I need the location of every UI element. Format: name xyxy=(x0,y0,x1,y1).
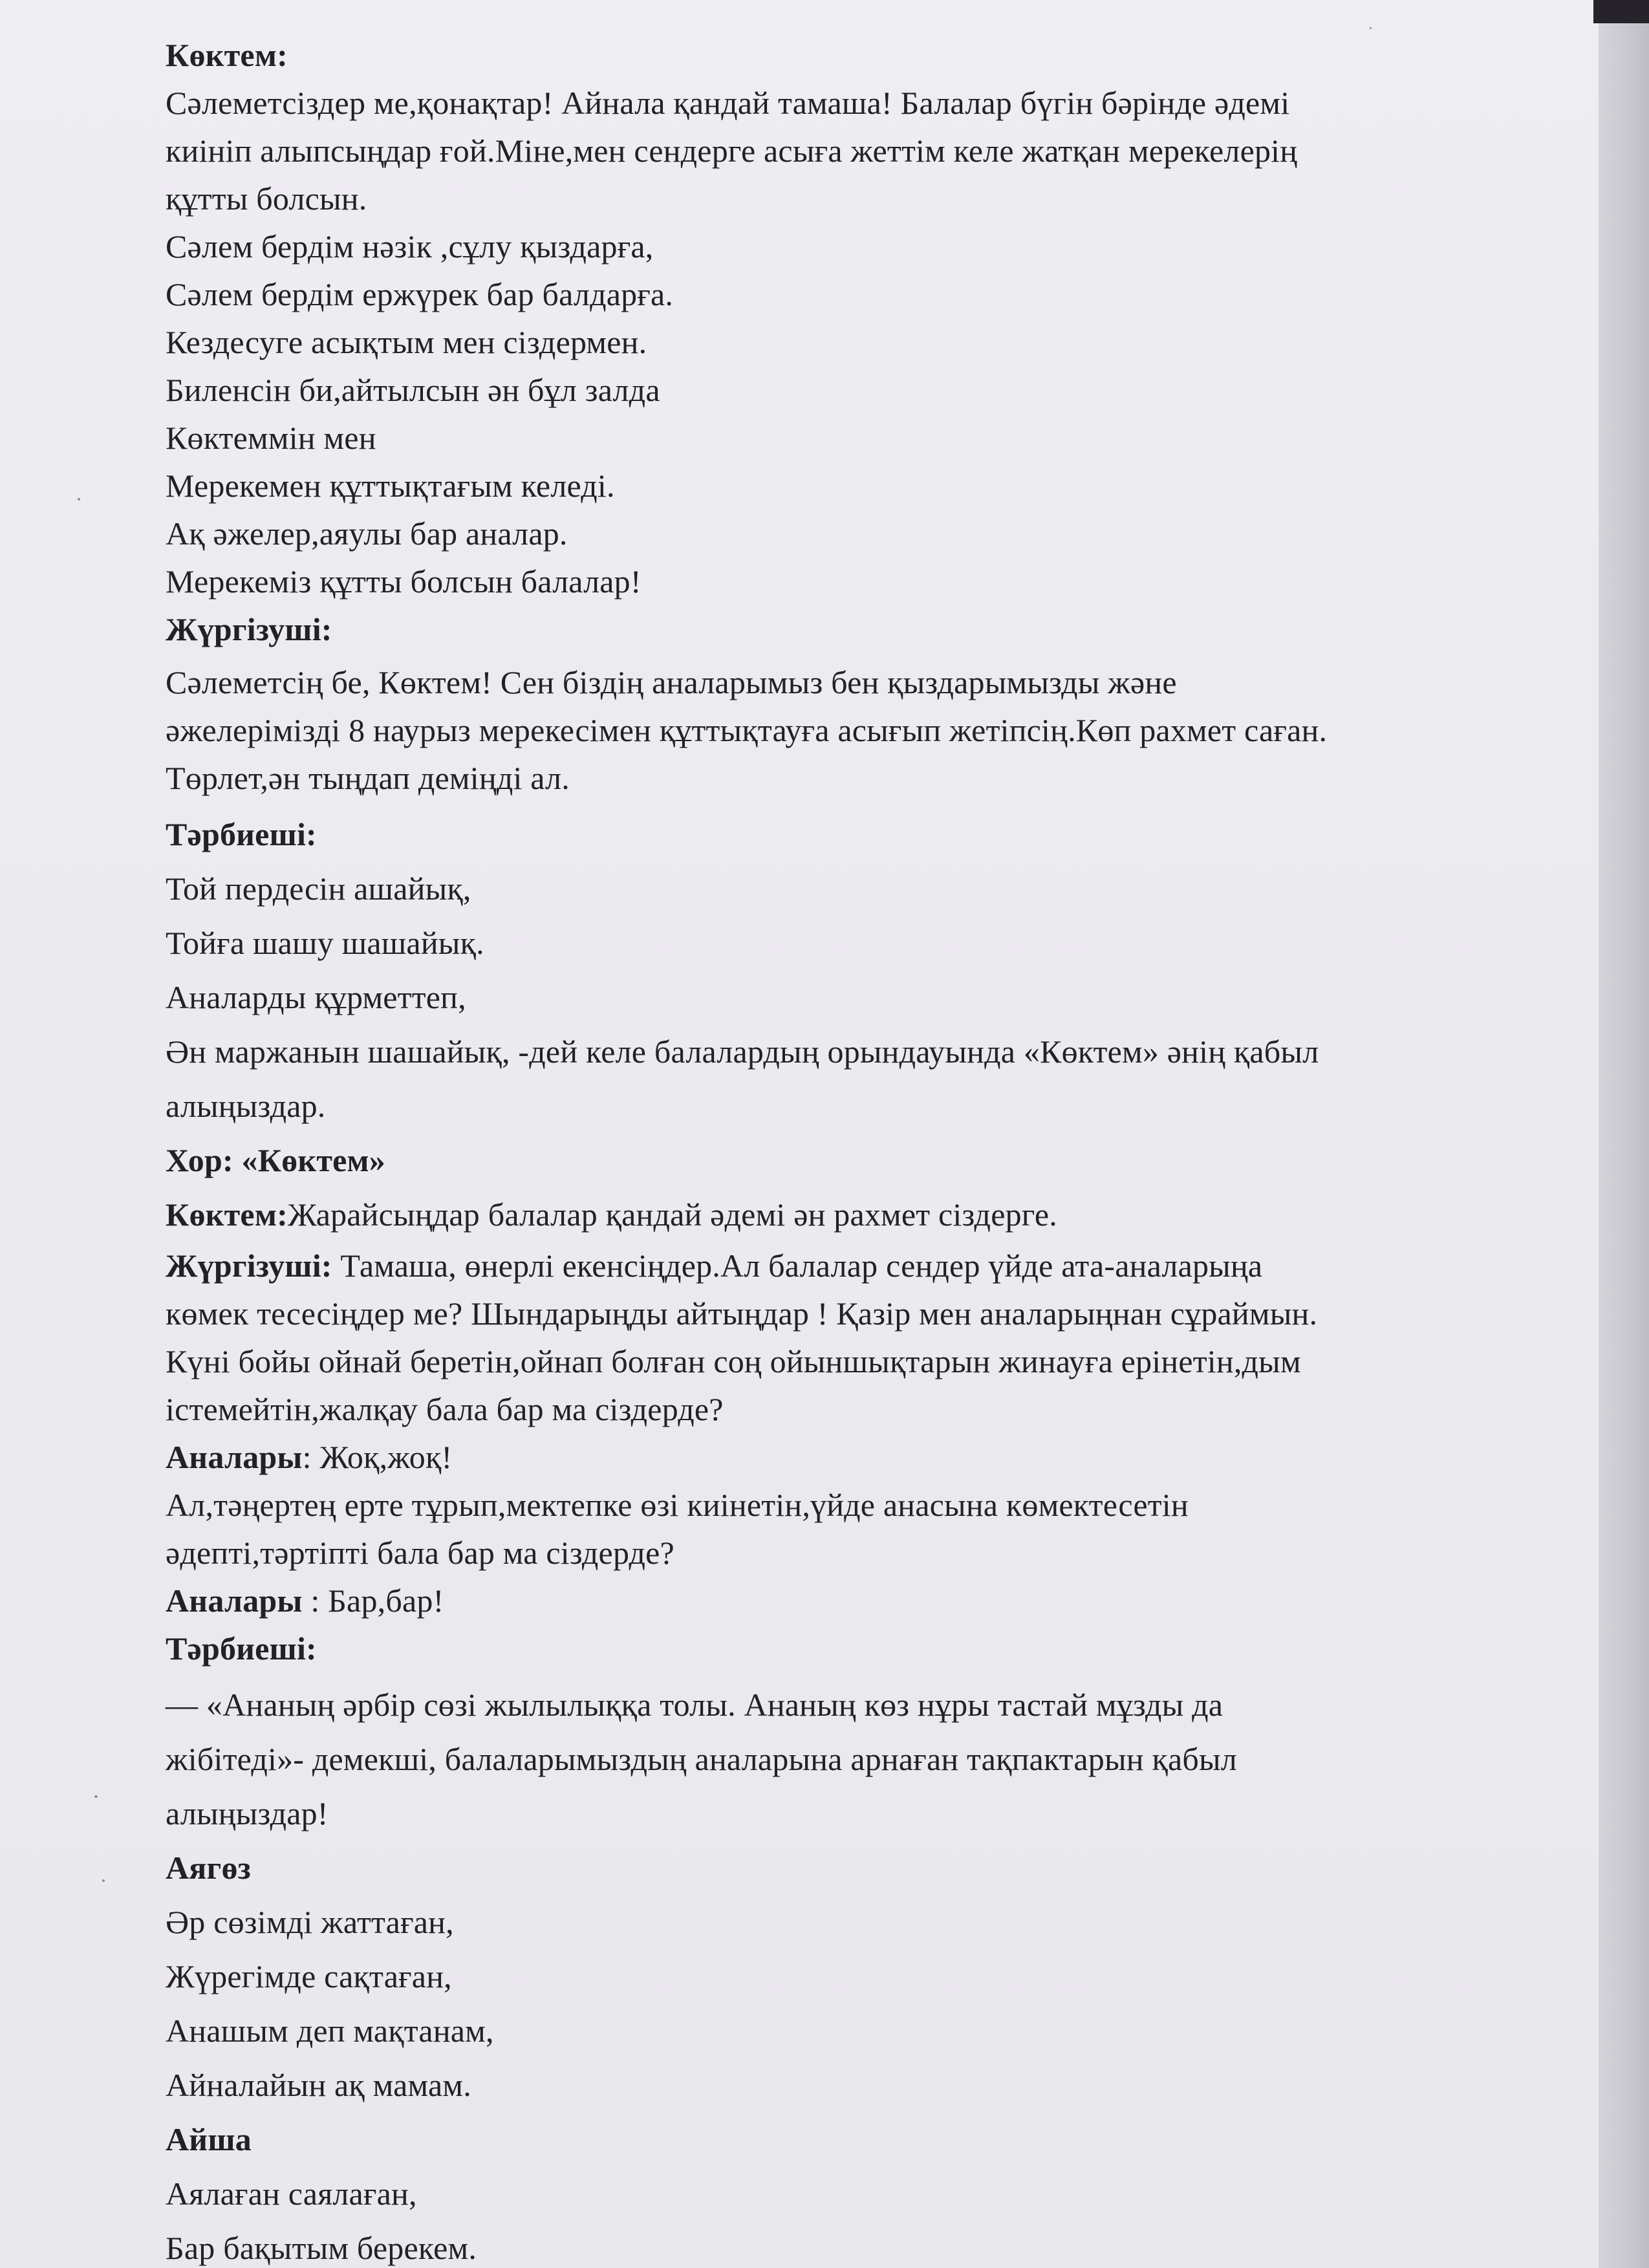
text-line: Той пердесін ашайық, xyxy=(166,870,471,907)
text-line: Төрлет,ән тыңдап деміңді ал. xyxy=(166,760,570,796)
text-line: әжелерімізді 8 наурыз мерекесімен құттықтауға асығып жетіпсің.Көп рахмет саған. xyxy=(166,712,1328,748)
speaker-label: Тәрбиеші: xyxy=(166,1630,317,1667)
text-line: құтты болсын. xyxy=(166,180,367,217)
text-line: Анашым деп мақтанам, xyxy=(166,2013,494,2049)
text-line: Ал,тәңертең ерте тұрып,мектепке өзі киінетін,үйде анасына көмектесетін xyxy=(166,1487,1189,1523)
text-line: Мерекемен құттықтағым келеді. xyxy=(166,468,615,504)
text-line: Бар бақытым берекем. xyxy=(166,2230,477,2266)
text-line: Жүргізуші: Тамаша, өнерлі екенсіңдер.Ал балалар сендер үйде ата-аналарыңа xyxy=(166,1247,1263,1284)
speaker-label: Жүргізуші: xyxy=(166,611,332,647)
text-line: Биленсін би,айтылсын ән бұл залда xyxy=(166,372,660,408)
speaker-label: Көктем: xyxy=(166,37,288,73)
speaker-label: Айша xyxy=(166,2121,252,2157)
text-line: Ән маржанын шашайық, -дей келе балалардың орындауында «Көктем» әнің қабыл xyxy=(166,1033,1319,1070)
document-body xyxy=(166,31,1556,2268)
text-line: Сәлеметсіздер ме,қонақтар! Айнала қандай тамаша! Балалар бүгін бәрінде әдемі xyxy=(166,85,1290,121)
text-line: әдепті,тәртіпті бала бар ма сіздерде? xyxy=(166,1535,674,1571)
text-line: Әр сөзімді жаттаған, xyxy=(166,1904,454,1940)
text-line: жібітеді»- демекші, балаларымыздың аналарына арнаған тақпактарын қабыл xyxy=(166,1741,1237,1777)
text-line: Айналайын ақ мамам. xyxy=(166,2067,471,2103)
text-line: Мерекеміз құтты болсын балалар! xyxy=(166,563,641,599)
text-line: киініп алыпсыңдар ғой.Міне,мен сендерге асыға жеттім келе жатқан мерекелерің xyxy=(166,133,1298,169)
scan-speck xyxy=(1370,27,1372,29)
text-line: Көктеммін мен xyxy=(166,420,376,456)
text-line: алыңыздар. xyxy=(166,1088,326,1124)
scanner-dark-corner xyxy=(1593,0,1649,23)
text-line: — «Ананың әрбір сөзі жылылыққа толы. Ананың көз нұры тастай мұзды да xyxy=(166,1687,1223,1723)
text-line: Аналары: Жоқ,жоқ! xyxy=(166,1439,453,1475)
scan-speck xyxy=(78,498,80,501)
text-line: Сәлем бердім ержүрек бар балдарға. xyxy=(166,276,674,312)
text-line: көмек тесесіңдер ме? Шындарыңды айтыңдар ! Қазір мен аналарыңнан сұраймын. xyxy=(166,1295,1318,1332)
scan-speck xyxy=(94,1795,98,1798)
text-line: Тойға шашу шашайық. xyxy=(166,925,484,961)
page-edge-shadow xyxy=(1599,0,1649,2268)
speaker-label: Аягөз xyxy=(166,1850,251,1886)
text-line: Жүрегімде сақтаған, xyxy=(166,1958,452,1994)
text-line: Сәлеметсің бе, Көктем! Сен біздің аналарымыз бен қыздарымызды және xyxy=(166,664,1177,700)
text-line: Көктем:Жарайсыңдар балалар қандай әдемі ән рахмет сіздерге. xyxy=(166,1196,1057,1233)
scan-speck xyxy=(102,1879,105,1882)
text-line: Сәлем бердім нәзік ,сұлу қыздарға, xyxy=(166,228,654,265)
text-line: Аялаған саялаған, xyxy=(166,2176,417,2212)
text-line: Аналарды құрметтеп, xyxy=(166,979,466,1015)
text-line: Кездесуге асықтым мен сіздермен. xyxy=(166,324,647,360)
text-line: Ақ әжелер,аяулы бар аналар. xyxy=(166,515,568,552)
speaker-label: Хор: «Көктем» xyxy=(166,1142,386,1178)
speaker-label: Тәрбиеші: xyxy=(166,816,317,852)
text-line: Аналары : Бар,бар! xyxy=(166,1582,444,1619)
text-line: істемейтін,жалқау бала бар ма сіздерде? xyxy=(166,1391,724,1427)
text-line: Күні бойы ойнай беретін,ойнап болған соң ойыншықтарын жинауға ерінетін,дым xyxy=(166,1343,1301,1379)
text-line: алыңыздар! xyxy=(166,1795,329,1831)
